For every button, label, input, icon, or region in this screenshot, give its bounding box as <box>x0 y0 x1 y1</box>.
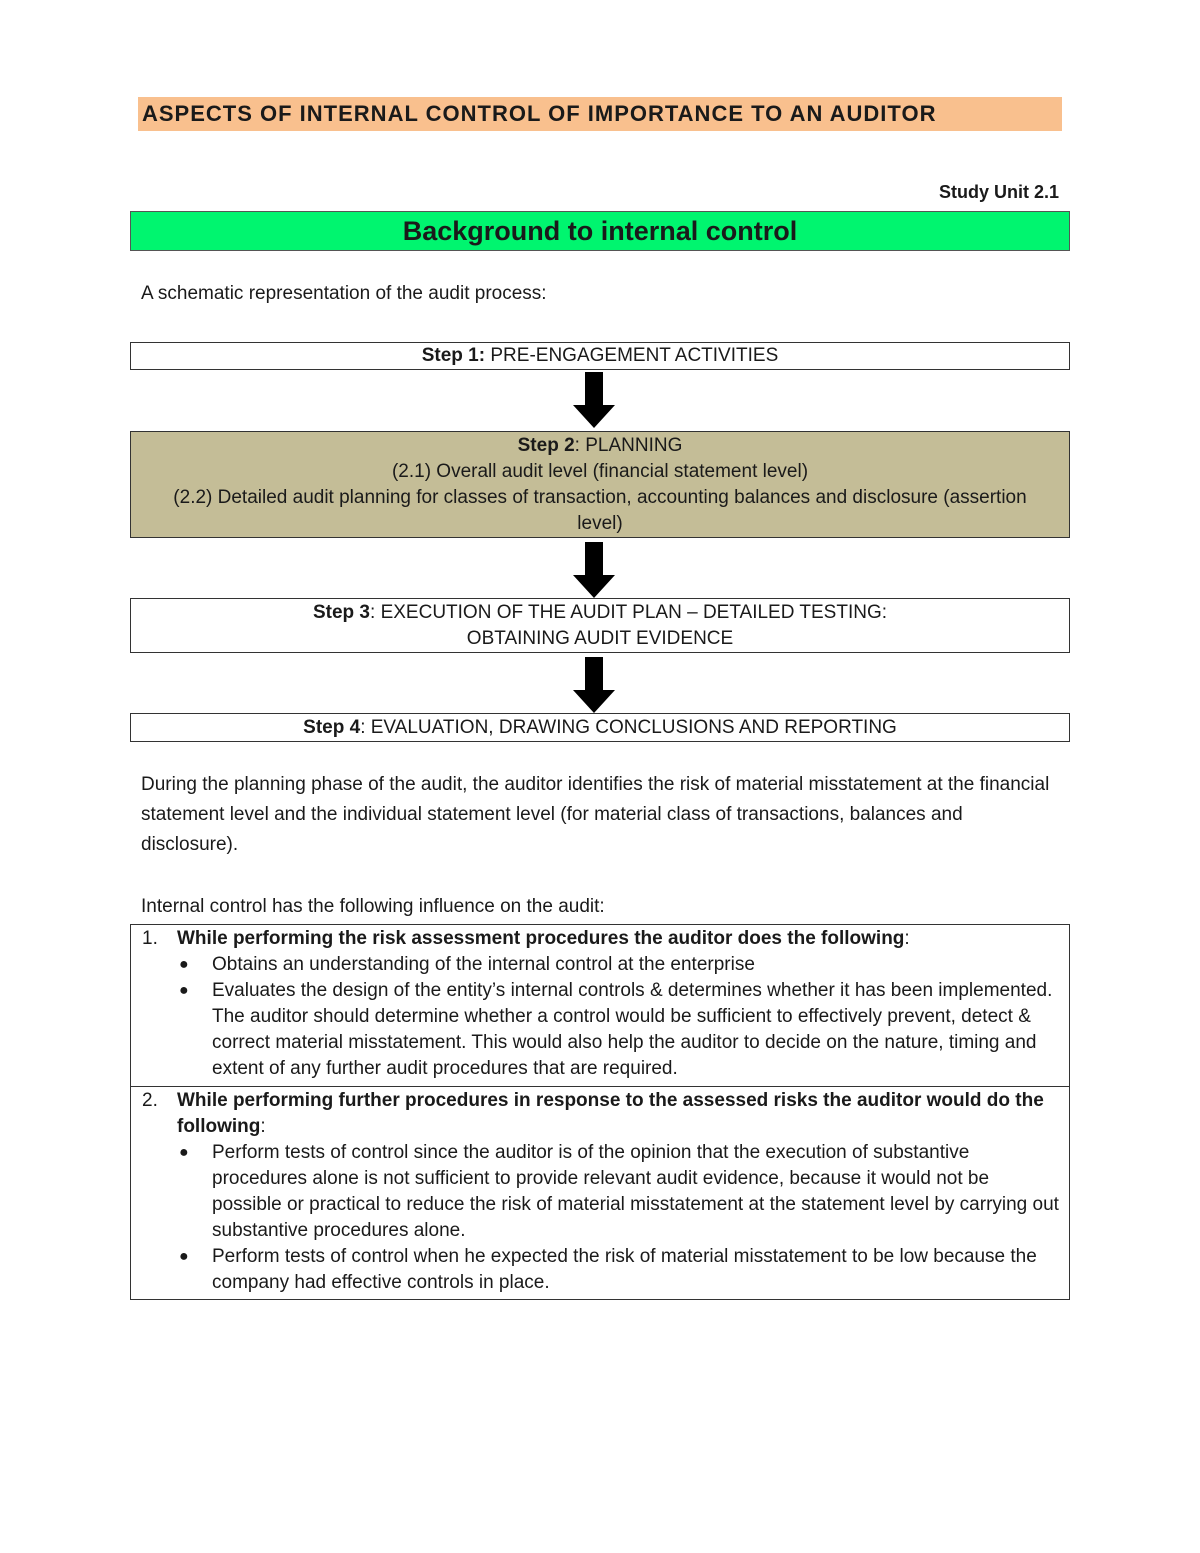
down-arrow-icon <box>573 542 615 598</box>
influence-intro: Internal control has the following influence on the audit: <box>141 896 605 917</box>
list-item <box>177 952 1061 978</box>
step-3-box <box>130 598 1070 653</box>
step-4-label: Step 4 <box>303 717 361 738</box>
bullet-icon: ● <box>179 982 189 999</box>
row-heading-colon: : <box>260 1116 266 1137</box>
step-2-label: Step 2 <box>517 435 575 456</box>
row-number: 2. <box>142 1090 158 1111</box>
list-item <box>177 1140 1061 1244</box>
bullet-icon: ● <box>179 1248 189 1265</box>
step-4-box <box>130 713 1070 742</box>
down-arrow-icon <box>573 372 615 428</box>
list-item-text: Perform tests of control when he expected the risk of material misstatement to be low because the company had effective controls in place. <box>212 1246 1037 1293</box>
step-2-line-3: (2.2) Detailed audit planning for classes of transaction, accounting balances and disclosure (assertion level) <box>173 487 1027 534</box>
planning-paragraph: During the planning phase of the audit, the auditor identifies the risk of material misstatement at the financial statement level and the individual statement level (for material class of transactions, balances and disclosure). <box>141 774 1050 855</box>
step-2-line-2: (2.1) Overall audit level (financial statement level) <box>391 461 809 482</box>
list-item-text: Perform tests of control since the auditor is of the opinion that the execution of substantive procedures alone is not sufficient to provide relevant audit evidence, because it would not be possible or practical to reduce the risk of material misstatement at the statement level by carrying out substantive procedures alone. <box>212 1142 1059 1241</box>
step-1-label: Step 1: <box>421 345 486 366</box>
step-2-box <box>130 431 1070 538</box>
intro-text: A schematic representation of the audit process: <box>141 283 547 304</box>
document-title: ASPECTS OF INTERNAL CONTROL OF IMPORTANCE TO AN AUDITOR <box>138 97 1062 131</box>
influence-table <box>130 924 1070 1300</box>
list-item <box>177 1244 1061 1296</box>
row-number: 1. <box>142 928 158 949</box>
step-3-line-2: OBTAINING AUDIT EVIDENCE <box>466 628 734 649</box>
step-3-label: Step 3 <box>312 602 371 623</box>
list-item-text: Evaluates the design of the entity’s internal controls & determines whether it has been implemented. The auditor should determine whether a control would be sufficient to effectively prevent, detect & correct material misstatement. This would also help the auditor to decide on the nature, timing and extent of any further audit procedures that are required. <box>212 980 1053 1079</box>
row-heading-text: While performing the risk assessment procedures the auditor does the following <box>177 928 905 949</box>
row-heading <box>177 925 1061 952</box>
study-unit-label: Study Unit 2.1 <box>938 182 1059 202</box>
list-item <box>177 978 1061 1082</box>
down-arrow-icon <box>573 657 615 713</box>
bullet-list <box>177 952 1061 1082</box>
section-title-banner: Background to internal control <box>130 211 1070 251</box>
step-2-text: : PLANNING <box>574 435 683 456</box>
row-heading <box>177 1087 1061 1140</box>
step-4-text: : EVALUATION, DRAWING CONCLUSIONS AND REPORTING <box>360 717 897 738</box>
table-row <box>131 1087 1069 1299</box>
step-1-box <box>130 342 1070 370</box>
bullet-icon: ● <box>179 956 189 973</box>
row-heading-colon: : <box>904 928 910 949</box>
bullet-icon: ● <box>179 1144 189 1161</box>
step-1-text: PRE-ENGAGEMENT ACTIVITIES <box>485 345 779 366</box>
step-3-text: : EXECUTION OF THE AUDIT PLAN – DETAILED TESTING: <box>370 602 887 623</box>
bullet-list <box>177 1140 1061 1296</box>
list-item-text: Obtains an understanding of the internal control at the enterprise <box>212 954 755 975</box>
table-row <box>131 925 1069 1087</box>
row-heading-text: While performing further procedures in response to the assessed risks the auditor would do the following <box>177 1090 1044 1137</box>
